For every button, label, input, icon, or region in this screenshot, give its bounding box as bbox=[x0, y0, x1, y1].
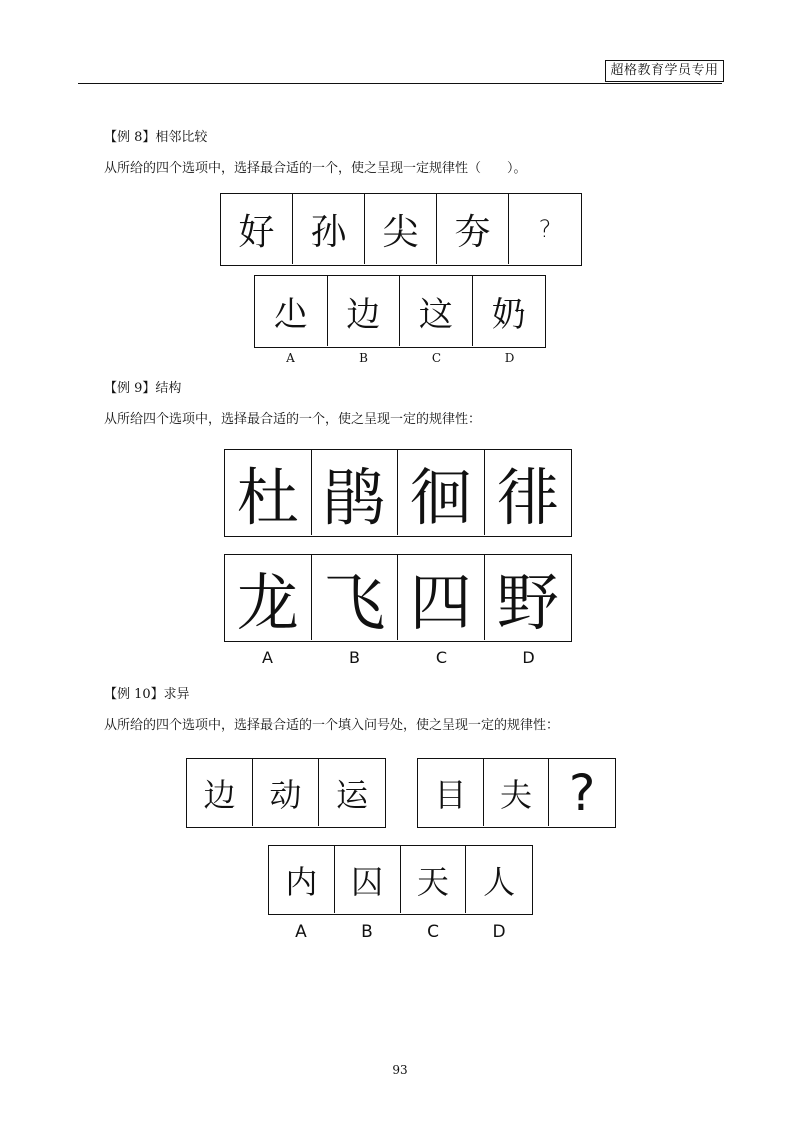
option-label-c: C bbox=[427, 922, 439, 942]
example-9-title: 【例 9】结构 bbox=[104, 381, 182, 396]
example-10-title: 【例 10】求异 bbox=[104, 687, 190, 702]
example-9-stem-row bbox=[224, 449, 572, 537]
stem-cell: 夯 bbox=[437, 194, 509, 264]
option-label-b: B bbox=[359, 351, 368, 365]
option-label-d: D bbox=[492, 922, 506, 942]
option-cell-d[interactable]: 人 bbox=[483, 862, 516, 901]
stem-cell: 杜 bbox=[225, 450, 312, 535]
example-9-option-labels bbox=[224, 648, 572, 667]
option-label-a: A bbox=[262, 648, 273, 667]
option-cell-c[interactable]: 天 bbox=[401, 846, 467, 913]
option-cell-b[interactable]: 边 bbox=[328, 276, 401, 346]
header-badge: 超格教育学员专用 bbox=[605, 60, 724, 82]
example-8-option-labels bbox=[254, 351, 546, 365]
stem-cell: 尖 bbox=[365, 194, 437, 264]
example-9-option-row bbox=[224, 554, 572, 642]
option-label-d: D bbox=[504, 351, 515, 365]
example-8-question: 从所给的四个选项中，选择最合适的一个，使之呈现一定规律性（ ）。 bbox=[104, 161, 527, 176]
example-10-stem-left-row bbox=[186, 758, 386, 828]
option-label-a: A bbox=[295, 922, 307, 942]
page-number: 93 bbox=[392, 1063, 408, 1077]
option-label-d: D bbox=[522, 648, 535, 667]
option-cell-a[interactable]: 尐 bbox=[255, 276, 328, 346]
option-cell-a[interactable]: 龙 bbox=[225, 555, 312, 640]
stem-cell: 好 bbox=[221, 194, 293, 264]
option-cell-a[interactable]: 内 bbox=[269, 846, 335, 913]
option-label-c: C bbox=[431, 351, 442, 365]
example-10-question: 从所给的四个选项中，选择最合适的一个填入问号处，使之呈现一定的规律性： bbox=[104, 718, 560, 733]
stem-cell: 边 bbox=[187, 759, 253, 826]
stem-cell-question-mark: ? bbox=[568, 763, 596, 822]
stem-cell: 徊 bbox=[398, 450, 485, 535]
option-cell-c[interactable]: 四 bbox=[398, 555, 485, 640]
stem-cell-question-mark: ? bbox=[538, 215, 552, 243]
option-label-c: C bbox=[435, 648, 448, 667]
stem-cell: 孙 bbox=[293, 194, 365, 264]
stem-cell: 动 bbox=[253, 759, 319, 826]
example-10-option-row bbox=[268, 845, 533, 915]
option-label-b: B bbox=[361, 922, 373, 942]
example-10-stem-right-row bbox=[417, 758, 616, 828]
stem-cell: 徘 bbox=[496, 461, 559, 534]
example-8-title: 【例 8】相邻比较 bbox=[104, 130, 208, 145]
option-cell-d[interactable]: 野 bbox=[496, 566, 559, 639]
example-8-stem-row bbox=[220, 193, 582, 266]
option-cell-d[interactable]: 奶 bbox=[491, 294, 526, 335]
stem-cell: 鹃 bbox=[312, 450, 399, 535]
option-label-a: A bbox=[286, 351, 295, 365]
option-cell-b[interactable]: 飞 bbox=[312, 555, 399, 640]
example-9-question: 从所给四个选项中，选择最合适的一个，使之呈现一定的规律性： bbox=[104, 412, 482, 427]
option-label-b: B bbox=[349, 648, 360, 667]
example-10-option-labels bbox=[268, 922, 533, 942]
option-cell-b[interactable]: 囚 bbox=[335, 846, 401, 913]
example-8-option-row bbox=[254, 275, 546, 348]
stem-cell: 目 bbox=[418, 759, 484, 826]
stem-cell: 夫 bbox=[484, 759, 550, 826]
stem-cell: 运 bbox=[335, 775, 368, 814]
option-cell-c[interactable]: 这 bbox=[400, 276, 473, 346]
header-rule bbox=[78, 83, 722, 84]
